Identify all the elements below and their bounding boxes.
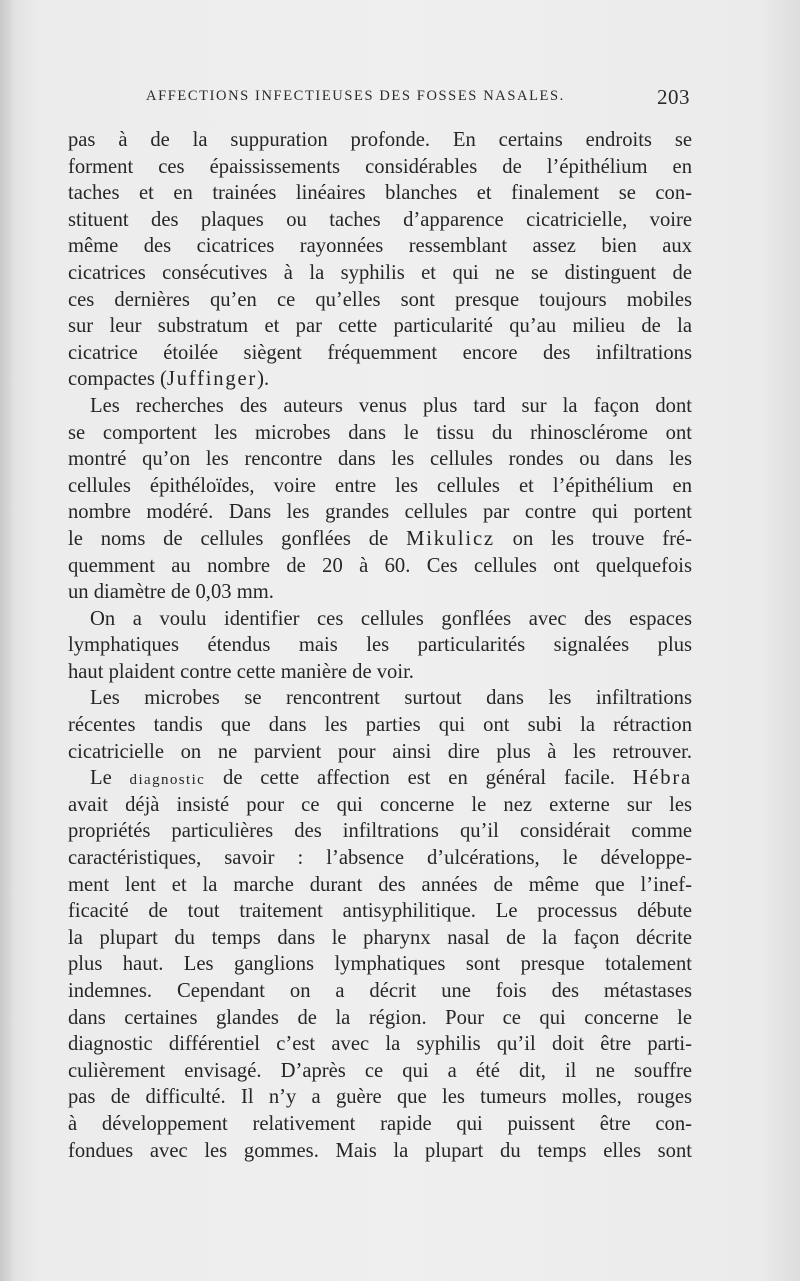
text-line: nombre modéré. Dans les grandes cellules par contre qui portent — [68, 501, 692, 524]
author-name: Juffinger — [166, 368, 258, 391]
text-line: la plupart du temps dans le pharynx nasal de la façon décrite — [68, 926, 692, 949]
running-title: AFFECTIONS INFECTIEUSES DES FOSSES NASALES. — [146, 88, 565, 104]
text-line: On a voulu identifier ces cellules gonflées avec des espaces — [90, 607, 692, 630]
text-fragment: Le — [90, 767, 130, 790]
text-line: cicatricielle on ne parvient pour ainsi dire plus à les retrouver. — [68, 740, 692, 763]
text-line — [68, 526, 692, 553]
text-line: Les microbes se rencontrent surtout dans les infiltrations — [90, 687, 692, 710]
small-caps-term: diagnostic — [129, 772, 206, 789]
text-line: quemment au nombre de 20 à 60. Ces cellules ont quelquefois — [68, 554, 692, 577]
text-line: indemnes. Cependant on a décrit une fois des métastases — [68, 980, 692, 1002]
text-line — [68, 765, 692, 792]
text-line: sur leur substratum et par cette particularité qu’au milieu de la — [68, 315, 692, 338]
text-line: récentes tandis que dans les parties qui ont subi la rétraction — [68, 714, 692, 737]
text-line: caractéristiques, savoir : l’absence d’ulcérations, le développe- — [68, 847, 692, 870]
text-line: se comportent les microbes dans le tissu du rhinosclérome ont — [68, 421, 692, 444]
text-line: stituent des plaques ou taches d’apparence cicatricielle, voire — [68, 208, 692, 231]
text-line: cicatrice étoilée siègent fréquemment encore des infiltrations — [68, 341, 692, 364]
text-line: cicatrices consécutives à la syphilis et qui ne se distinguent de — [68, 261, 692, 284]
text-line: plus haut. Les ganglions lymphatiques sont presque totalement — [68, 953, 692, 976]
text-line: Les recherches des auteurs venus plus tard sur la façon dont — [90, 394, 692, 417]
text-line: cellules épithéloïdes, voire entre les cellules et l’épithélium en — [68, 474, 692, 497]
text-line: un diamètre de 0,03 mm. — [68, 581, 274, 604]
text-line: forment ces épaississements considérables de l’épithélium en — [68, 155, 692, 178]
text-fragment: le noms de cellules gonflées de — [68, 527, 407, 550]
text-fragment: de cette affection est en général facile. — [205, 767, 633, 790]
page-number: 203 — [657, 85, 690, 109]
author-name: Hébra — [632, 767, 692, 790]
text-line: taches et en trainées linéaires blanches et finalement se con- — [68, 182, 692, 205]
text-line: diagnostic différentiel c’est avec la syphilis qu’il doit être parti- — [68, 1033, 692, 1056]
text-line: pas à de la suppuration profonde. En certains endroits se — [68, 129, 692, 151]
text-line: ficacité de tout traitement antisyphilitique. Le processus débute — [68, 900, 692, 923]
text-line: montré qu’on les rencontre dans les cellules rondes ou dans les — [68, 448, 692, 471]
page-shadow-edge — [0, 0, 14, 1281]
text-line: dans certaines glandes de la région. Pour ce qui concerne le — [68, 1006, 692, 1029]
text-fragment: on les trouve fré- — [494, 527, 693, 550]
text-line: lymphatiques étendus mais les particularités signalées plus — [68, 634, 692, 657]
text-line: même des cicatrices rayonnées ressemblant assez bien aux — [68, 235, 692, 258]
text-line: fondues avec les gommes. Mais la plupart du temps elles sont — [68, 1139, 692, 1162]
author-name: Mikulicz — [406, 527, 495, 550]
text-line: ces dernières qu’en ce qu’elles sont presque toujours mobiles — [68, 288, 692, 311]
text-line: culièrement envisagé. D’après ce qui a été dit, il ne souffre — [68, 1059, 692, 1082]
text-line: propriétés particulières des infiltrations qu’il considérait comme — [68, 820, 692, 843]
text-fragment: ). — [257, 368, 270, 391]
text-line: à développement relativement rapide qui puissent être con- — [68, 1112, 692, 1135]
body-text — [68, 127, 692, 1164]
text-line: ment lent et la marche durant des années de même que l’inef- — [68, 873, 692, 896]
text-line: pas de difficulté. Il n’y a guère que les tumeurs molles, rouges — [68, 1086, 692, 1109]
text-line: avait déjà insisté pour ce qui concerne le nez externe sur les — [68, 793, 692, 816]
text-line: haut plaident contre cette manière de voir. — [68, 660, 414, 683]
page-header — [68, 85, 692, 113]
text-line — [68, 366, 692, 393]
text-fragment: compactes ( — [68, 368, 167, 391]
